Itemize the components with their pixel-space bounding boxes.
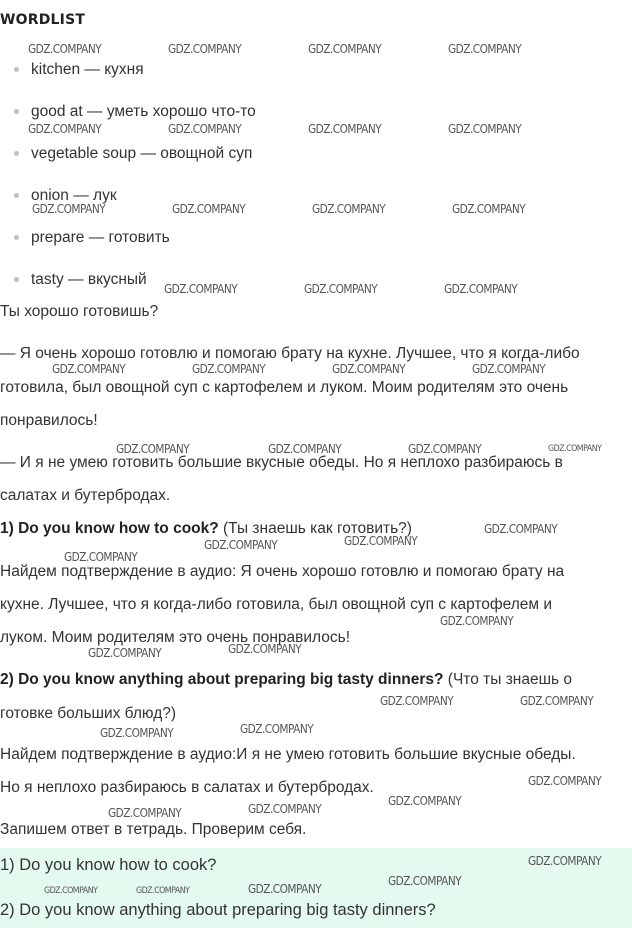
bullet-icon (14, 277, 19, 282)
question-1-translation: (Ты знаешь как готовить?) (218, 520, 412, 537)
question-2 (0, 671, 572, 689)
watermark: GDZ.COMPANY (44, 886, 98, 896)
question-2-label: 2) Do you know anything about preparing big tasty dinners? (0, 671, 444, 688)
watermark: GDZ.COMPANY (408, 442, 482, 456)
watermark: GDZ.COMPANY (308, 122, 382, 136)
watermark: GDZ.COMPANY (136, 886, 190, 896)
confirm-line: Найдем подтверждение в аудио: Я очень хорошо готовлю и помогаю брату на (0, 563, 565, 580)
watermark: GDZ.COMPANY (444, 282, 518, 296)
bullet-icon (14, 109, 19, 114)
watermark: GDZ.COMPANY (248, 882, 322, 896)
answer-box-line-1: 1) Do you know how to cook? (0, 856, 217, 874)
word-item (14, 103, 256, 121)
watermark: GDZ.COMPANY (64, 550, 138, 564)
word-item (14, 271, 147, 289)
bullet-icon (14, 151, 19, 156)
watermark: GDZ.COMPANY (388, 874, 462, 888)
word-text: tasty — вкусный (31, 271, 147, 288)
answer-line: готовила, был овощной суп с картофелем и луком. Моим родителям это очень (0, 379, 569, 396)
question-2-translation: (Что ты знаешь о (443, 671, 573, 688)
watermark: GDZ.COMPANY (168, 42, 242, 56)
watermark: GDZ.COMPANY (248, 802, 322, 816)
watermark: GDZ.COMPANY (28, 42, 102, 56)
confirm-line: кухне. Лучшее, что я когда-либо готовила, был овощной суп с картофелем и (0, 596, 553, 613)
answer-line: салатах и бутербродах. (0, 487, 171, 504)
bullet-icon (14, 193, 19, 198)
word-text: prepare — готовить (31, 229, 170, 246)
watermark: GDZ.COMPANY (388, 794, 462, 808)
watermark: GDZ.COMPANY (100, 726, 174, 740)
word-text: onion — лук (31, 187, 117, 204)
wordlist-title: WORDLIST (0, 12, 86, 28)
word-text: good at — уметь хорошо что-то (31, 103, 256, 120)
watermark: GDZ.COMPANY (268, 442, 342, 456)
question-text: Ты хорошо готовишь? (0, 303, 159, 320)
watermark: GDZ.COMPANY (528, 774, 602, 788)
watermark: GDZ.COMPANY (332, 362, 406, 376)
watermark: GDZ.COMPANY (520, 694, 594, 708)
watermark: GDZ.COMPANY (172, 202, 246, 216)
watermark: GDZ.COMPANY (312, 202, 386, 216)
watermark: GDZ.COMPANY (344, 534, 418, 548)
watermark: GDZ.COMPANY (164, 282, 238, 296)
bullet-icon (14, 67, 19, 72)
watermark: GDZ.COMPANY (448, 42, 522, 56)
watermark: GDZ.COMPANY (28, 122, 102, 136)
confirm-line: луком. Моим родителям это очень понравилось! (0, 629, 351, 646)
watermark: GDZ.COMPANY (548, 444, 602, 454)
bullet-icon (14, 235, 19, 240)
watermark: GDZ.COMPANY (528, 854, 602, 868)
confirm-line: Но я неплохо разбираюсь в салатах и бутербродах. (0, 779, 374, 796)
watermark: GDZ.COMPANY (452, 202, 526, 216)
watermark: GDZ.COMPANY (240, 722, 314, 736)
word-item (14, 229, 170, 247)
word-text: vegetable soup — овощной суп (31, 145, 253, 162)
watermark: GDZ.COMPANY (52, 362, 126, 376)
answer-line: — И я не умею готовить большие вкусные обеды. Но я неплохо разбираюсь в (0, 454, 563, 471)
watermark: GDZ.COMPANY (32, 202, 106, 216)
watermark: GDZ.COMPANY (168, 122, 242, 136)
watermark: GDZ.COMPANY (484, 522, 558, 536)
watermark: GDZ.COMPANY (108, 806, 182, 820)
answer-box-line-2: 2) Do you know anything about preparing big tasty dinners? (0, 901, 436, 919)
watermark: GDZ.COMPANY (448, 122, 522, 136)
watermark: GDZ.COMPANY (192, 362, 266, 376)
answer-line: — Я очень хорошо готовлю и помогаю брату на кухне. Лучшее, что я когда-либо (0, 345, 580, 362)
word-item (14, 145, 252, 163)
word-item (14, 61, 144, 79)
watermark: GDZ.COMPANY (204, 538, 278, 552)
confirm-line: Найдем подтверждение в аудио:И я не умею готовить большие вкусные обеды. (0, 746, 576, 763)
word-text: kitchen — кухня (31, 61, 144, 78)
watermark: GDZ.COMPANY (304, 282, 378, 296)
write-answer-text: Запишем ответ в тетрадь. Проверим себя. (0, 821, 307, 838)
watermark: GDZ.COMPANY (308, 42, 382, 56)
watermark: GDZ.COMPANY (380, 694, 454, 708)
watermark: GDZ.COMPANY (228, 642, 302, 656)
question-1-label: 1) Do you know how to cook? (0, 520, 219, 537)
watermark: GDZ.COMPANY (116, 442, 190, 456)
question-2-translation-cont: готовке больших блюд?) (0, 705, 177, 722)
watermark: GDZ.COMPANY (440, 614, 514, 628)
watermark: GDZ.COMPANY (88, 646, 162, 660)
watermark: GDZ.COMPANY (472, 362, 546, 376)
answer-line: понравилось! (0, 412, 98, 429)
